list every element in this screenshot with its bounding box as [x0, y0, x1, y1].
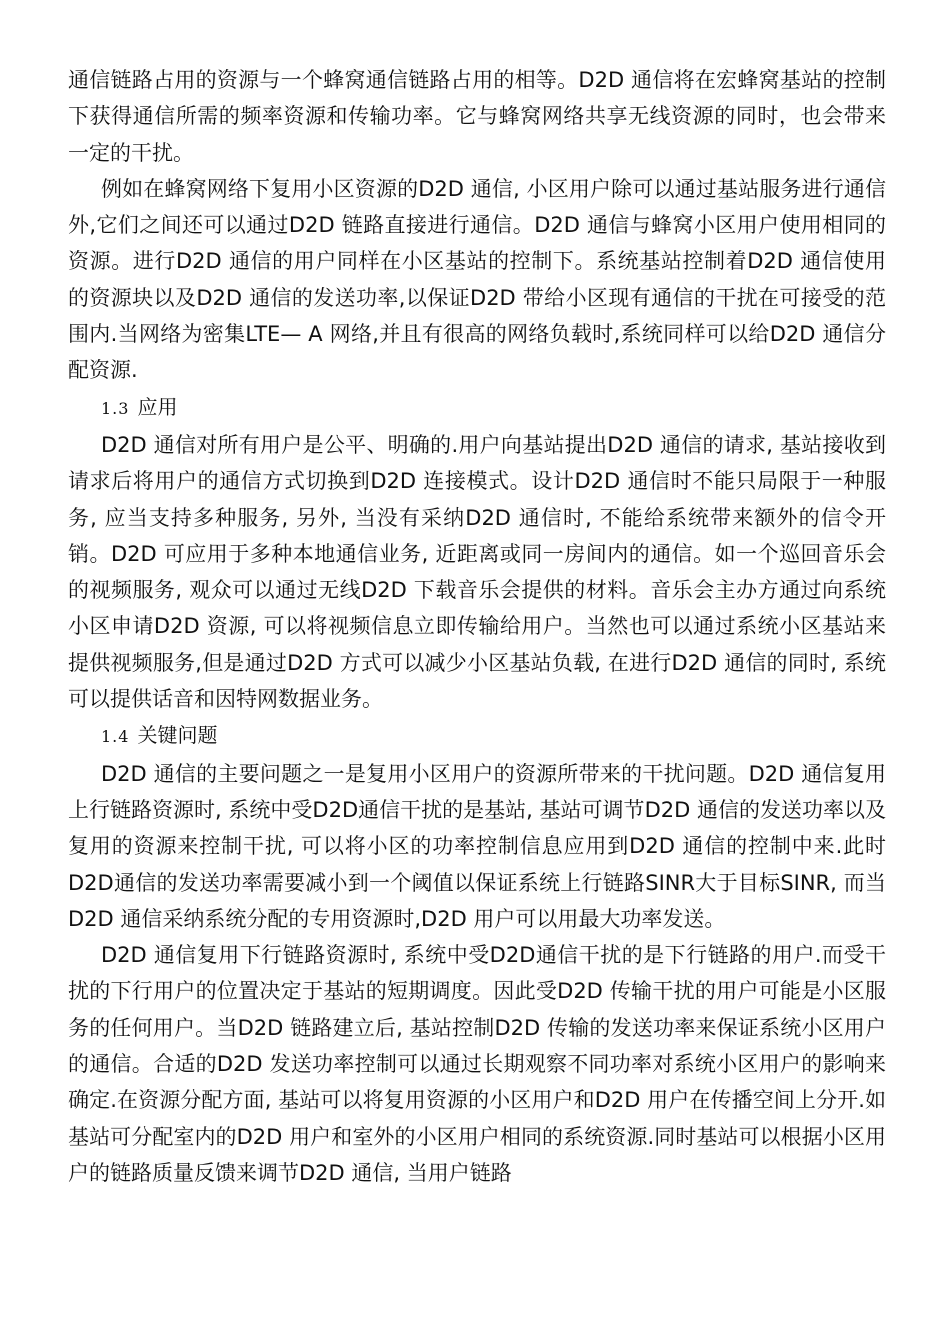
section-title: 关键问题	[137, 723, 218, 748]
paragraph-uplink-interference: D2D 通信的主要问题之一是复用小区用户的资源所带来的干扰问题。D2D 通信复用上行链路资源时, 系统中受D2D通信干扰的是基站, 基站可调节D2D 通信的发送功率以及复用的资源来控制干扰, 可以将小区的功率控制信息应用到D2D 通信的控制中来.此时D2D通信的发送功率需要减小到一个阈值以保证系统上行链路SINR大于目标SINR, 而当D2D 通信采纳系统分配的专用资源时,D2D 用户可以用最大功率发送。	[68, 761, 886, 931]
section-heading-key-issues	[68, 717, 886, 755]
section-title: 应用	[137, 394, 178, 419]
paragraph-continuation: 通信链路占用的资源与一个蜂窝通信链路占用的相等。D2D 通信将在宏蜂窝基站的控制下获得通信所需的频率资源和传输功率。它与蜂窝网络共享无线资源的同时，也会带来一定的干扰。	[68, 68, 886, 165]
document-page	[68, 62, 886, 1191]
section-number: 1.4	[101, 727, 130, 747]
paragraph-d2d-reuse: 例如在蜂窝网络下复用小区资源的D2D 通信, 小区用户除可以通过基站服务进行通信外,它们之间还可以通过D2D 链路直接进行通信。D2D 通信与蜂窝小区用户使用相同的资源。进行D2D 通信的用户同样在小区基站的控制下。系统基站控制着D2D 通信使用的资源块以及D2D 通信的发送功率,以保证D2D 带给小区现有通信的干扰在可接受的范围内.当网络为密集LTE— A 网络,并且有很高的网络负载时,系统同样可以给D2D 通信分配资源.	[68, 176, 886, 383]
paragraph-downlink-interference: D2D 通信复用下行链路资源时, 系统中受D2D通信干扰的是下行链路的用户.而受干扰的下行用户的位置决定于基站的短期调度。因此受D2D 传输干扰的用户可能是小区服务的任何用户。当D2D 链路建立后, 基站控制D2D 传输的发送功率来保证系统小区用户的通信。合适的D2D 发送功率控制可以通过长期观察不同功率对系统小区用户的影响来确定.在资源分配方面, 基站可以将复用资源的小区用户和D2D 用户在传播空间上分开.如基站可分配室内的D2D 用户和室外的小区用户相同的系统资源.同时基站可以根据小区用户的链路质量反馈来调节D2D 通信, 当用户链路	[68, 943, 886, 1185]
section-number: 1.3	[101, 398, 130, 418]
paragraph-application: D2D 通信对所有用户是公平、明确的.用户向基站提出D2D 通信的请求, 基站接收到请求后将用户的通信方式切换到D2D 连接模式。设计D2D 通信时不能只局限于一种服务, 应当支持多种服务, 另外, 当没有采纳D2D 通信时, 不能给系统带来额外的信令开销。D2D 可应用于多种本地通信业务, 近距离或同一房间内的通信。如一个巡回音乐会的视频服务, 观众可以通过无线D2D 下载音乐会提供的材料。音乐会主办方通过向系统小区申请D2D 资源, 可以将视频信息立即传输给用户。当然也可以通过系统小区基站来提供视频服务,但是通过D2D 方式可以减少小区基站负载, 在进行D2D 通信的同时, 系统可以提供话音和因特网数据业务。	[68, 432, 886, 712]
section-heading-application	[68, 389, 886, 427]
